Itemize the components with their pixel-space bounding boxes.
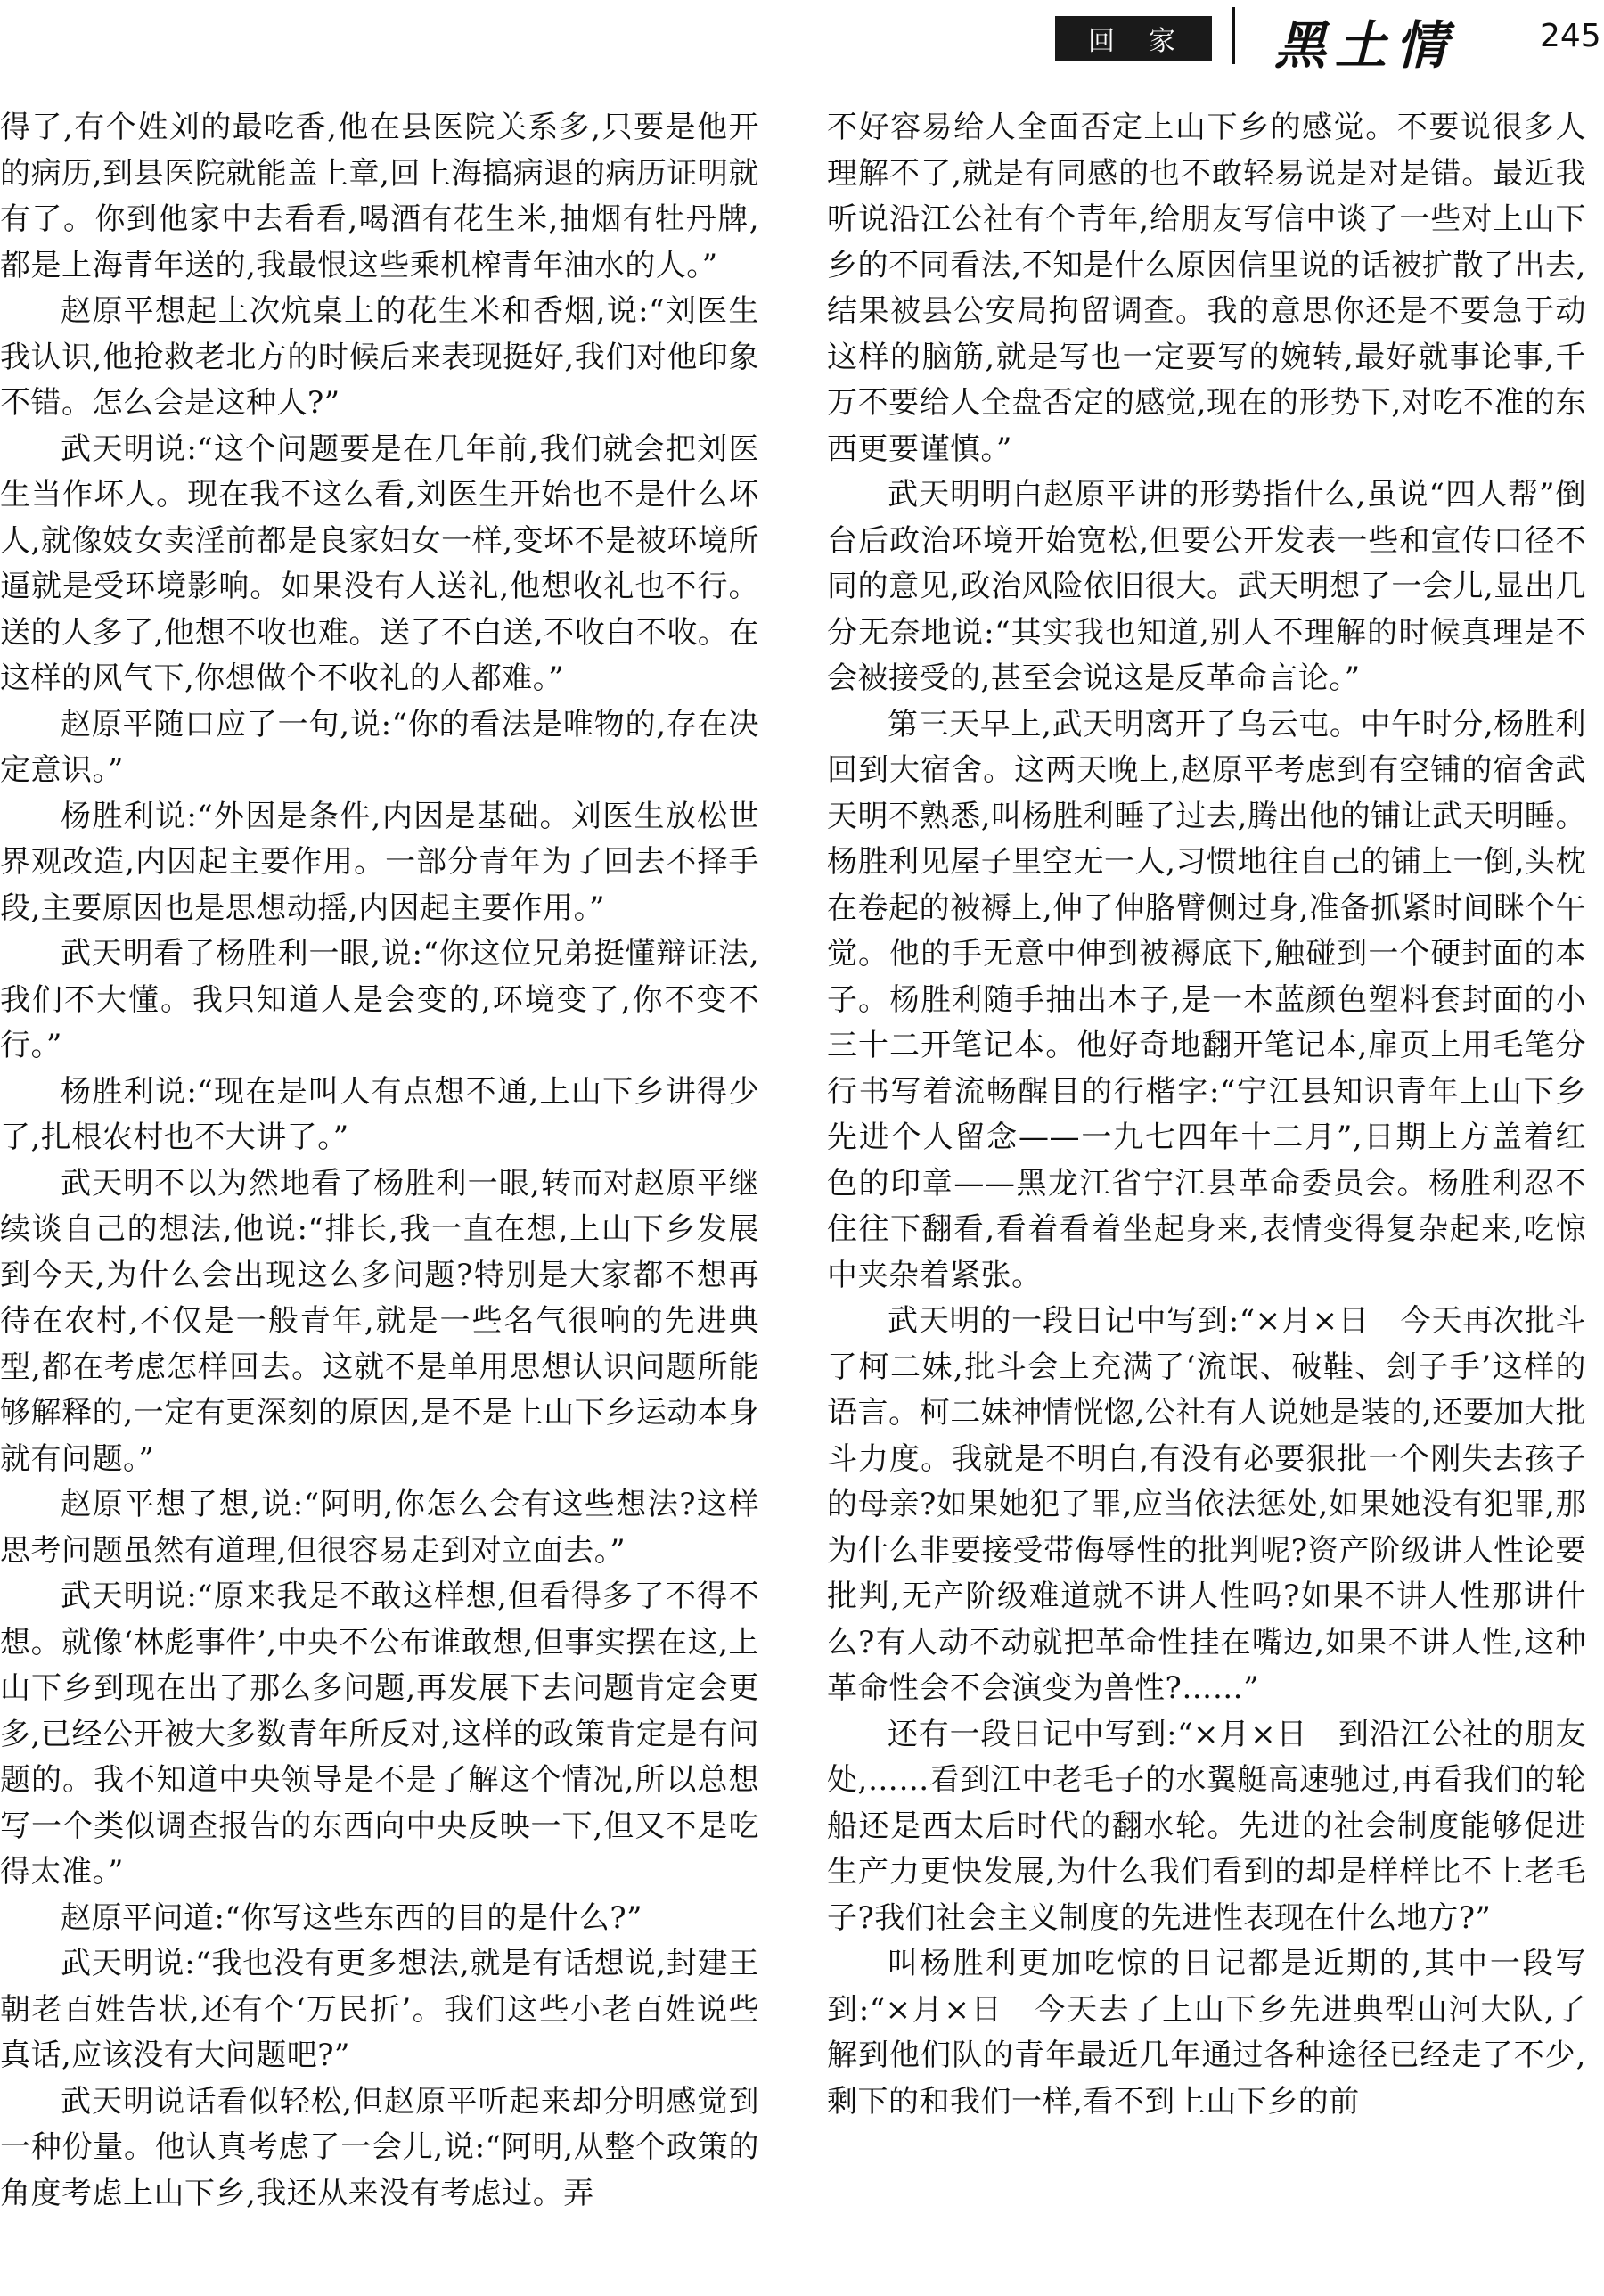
right-text-column [827, 105, 1586, 2296]
paragraph: 武天明说:“原来我是不敢这样想,但看得多了不得不想。就像‘林彪事件’,中央不公布谁敢想,但事实摆在这,上山下乡到现在出了那么多问题,再发展下去问题肯定会更多,已经公开被大多数青年所反对,这样的政策肯定是有问题的。我不知道中央领导是不是了解这个情况,所以总想写一个类似调查报告的东西向中央反映一下,但又不是吃得太准。” [0, 1578, 759, 1890]
paragraph: 杨胜利说:“现在是叫人有点想不通,上山下乡讲得少了,扎根农村也不大讲了。” [0, 1073, 759, 1155]
paragraph: 叫杨胜利更加吃惊的日记都是近期的,其中一段写到:“×月×日 今天去了上山下乡先进典型山河大队,了解到他们队的青年最近几年通过各种途径已经走了不少,剩下的和我们一样,看不到上山下乡的前 [827, 1946, 1586, 2120]
paragraph: 赵原平想起上次炕桌上的花生米和香烟,说:“刘医生我认识,他抢救老北方的时候后来表现挺好,我们对他印象不错。怎么会是这种人?” [0, 293, 759, 421]
paragraph: 武天明说:“我也没有更多想法,就是有话想说,封建王朝老百姓告状,还有个‘万民折’。我们这些小老百姓说些真话,应该没有大问题吧?” [0, 1946, 759, 2073]
paragraph: 得了,有个姓刘的最吃香,他在县医院关系多,只要是他开的病历,到县医院就能盖上章,回上海搞病退的病历证明就有了。你到他家中去看看,喝酒有花生米,抽烟有牡丹牌,都是上海青年送的,我最恨这些乘机榨青年油水的人。” [0, 110, 759, 283]
paragraph: 武天明明白赵原平讲的形势指什么,虽说“四人帮”倒台后政治环境开始宽松,但要公开发表一些和宣传口径不同的意见,政治风险依旧很大。武天明想了一会儿,显出几分无奈地说:“其实我也知道,别人不理解的时候真理是不会被接受的,甚至会说这是反革命言论。” [827, 477, 1586, 696]
paragraph: 杨胜利说:“外因是条件,内因是基础。刘医生放松世界观改造,内因起主要作用。一部分青年为了回去不择手段,主要原因也是思想动摇,内因起主要作用。” [0, 798, 759, 926]
left-text-column [0, 105, 759, 2296]
paragraph: 武天明说话看似轻松,但赵原平听起来却分明感觉到一种份量。他认真考虑了一会儿,说:“阿明,从整个政策的角度考虑上山下乡,我还从来没有考虑过。弄 [0, 2083, 759, 2211]
header-divider [1232, 7, 1235, 64]
paragraph: 赵原平想了想,说:“阿明,你怎么会有这些想法?这样思考问题虽然有道理,但很容易走到对立面去。” [0, 1487, 759, 1569]
section-label: 回 家 [1055, 16, 1212, 61]
paragraph: 不好容易给人全面否定上山下乡的感觉。不要说很多人理解不了,就是有同感的也不敢轻易说是对是错。最近我听说沿江公社有个青年,给朋友写信中谈了一些对上山下乡的不同看法,不知是什么原因信里说的话被扩散了出去,结果被县公安局拘留调查。我的意思你还是不要急于动这样的脑筋,就是写也一定要写的婉转,最好就事论事,千万不要给人全盘否定的感觉,现在的形势下,对吃不准的东西更要谨慎。” [827, 110, 1586, 467]
magazine-title: 黑土情 [1274, 15, 1457, 76]
paragraph: 第三天早上,武天明离开了乌云屯。中午时分,杨胜利回到大宿舍。这两天晚上,赵原平考虑到有空铺的宿舍武天明不熟悉,叫杨胜利睡了过去,腾出他的铺让武天明睡。杨胜利见屋子里空无一人,习惯地往自己的铺上一倒,头枕在卷起的被褥上,伸了伸胳臂侧过身,准备抓紧时间眯个午觉。他的手无意中伸到被褥底下,触碰到一个硬封面的本子。杨胜利随手抽出本子,是一本蓝颜色塑料套封面的小三十二开笔记本。他好奇地翻开笔记本,扉页上用毛笔分行书写着流畅醒目的行楷字:“宁江县知识青年上山下乡先进个人留念——一九七四年十二月”,日期上方盖着红色的印章——黑龙江省宁江县革命委员会。杨胜利忍不住往下翻看,看着看着坐起身来,表情变得复杂起来,吃惊中夹杂着紧张。 [827, 706, 1586, 1293]
paragraph: 还有一段日记中写到:“×月×日 到沿江公社的朋友处,……看到江中老毛子的水翼艇高速驰过,再看我们的轮船还是西太后时代的翻水轮。先进的社会制度能够促进生产力更快发展,为什么我们看到的却是样样比不上老毛子?我们社会主义制度的先进性表现在什么地方?” [827, 1716, 1586, 1936]
page-header [0, 0, 1604, 80]
paragraph: 武天明的一段日记中写到:“×月×日 今天再次批斗了柯二妹,批斗会上充满了‘流氓、破鞋、刽子手’这样的语言。柯二妹神情恍惚,公社有人说她是装的,还要加大批斗力度。我就是不明白,有没有必要狠批一个刚失去孩子的母亲?如果她犯了罪,应当依法惩处,如果她没有犯罪,那为什么非要接受带侮辱性的批判呢?资产阶级讲人性论要批判,无产阶级难道就不讲人性吗?如果不讲人性那讲什么?有人动不动就把革命性挂在嘴边,如果不讲人性,这种革命性会不会演变为兽性?……” [827, 1303, 1586, 1706]
paragraph: 武天明不以为然地看了杨胜利一眼,转而对赵原平继续谈自己的想法,他说:“排长,我一直在想,上山下乡发展到今天,为什么会出现这么多问题?特别是大家都不想再待在农村,不仅是一般青年,就是一些名气很响的先进典型,都在考虑怎样回去。这就不是单用思想认识问题所能够解释的,一定有更深刻的原因,是不是上山下乡运动本身就有问题。” [0, 1165, 759, 1477]
paragraph: 武天明说:“这个问题要是在几年前,我们就会把刘医生当作坏人。现在我不这么看,刘医生开始也不是什么坏人,就像妓女卖淫前都是良家妇女一样,变坏不是被环境所逼就是受环境影响。如果没有人送礼,他想收礼也不行。送的人多了,他想不收也难。送了不白送,不收白不收。在这样的风气下,你想做个不收礼的人都难。” [0, 430, 759, 696]
paragraph: 赵原平问道:“你写这些东西的目的是什么?” [61, 1899, 642, 1936]
paragraph: 武天明看了杨胜利一眼,说:“你这位兄弟挺懂辩证法,我们不大懂。我只知道人是会变的,环境变了,你不变不行。” [0, 936, 759, 1063]
page-number: 245 [1540, 18, 1601, 54]
paragraph: 赵原平随口应了一句,说:“你的看法是唯物的,存在决定意识。” [0, 706, 759, 788]
